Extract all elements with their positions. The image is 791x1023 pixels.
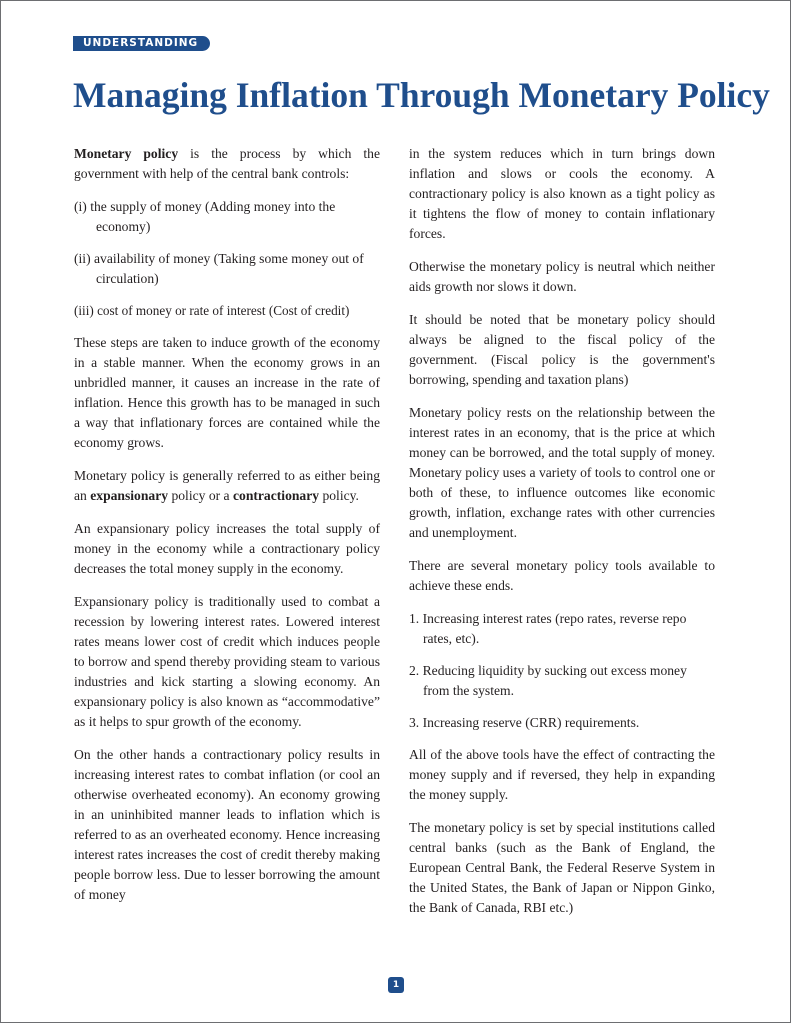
section-tag: UNDERSTANDING	[73, 36, 210, 51]
page-title: Managing Inflation Through Monetary Policy	[73, 75, 770, 115]
tool-item: 3. Increasing reserve (CRR) requirements.	[409, 715, 640, 730]
paragraph-expansionary: An expansionary policy increases the total supply of money in the economy while a contractionary policy decreases the total money supply in the economy.	[74, 521, 380, 576]
paragraph-steps: These steps are taken to induce growth of the economy in a stable manner. When the economy grows in an unbridled manner, it causes an increase in the rate of inflation. Hence this growth has to be managed in such a way that inflationary forces are contained while the economy grows.	[74, 335, 380, 450]
paragraph-institutions: The monetary policy is set by special institutions called central banks (such as the Bank of England, the European Central Bank, the Federal Reserve System in the United States, the Bank of Japan or Nippon Ginko, the Bank of Canada, RBI etc.)	[409, 820, 715, 915]
tool-item: 1. Increasing interest rates (repo rates, reverse repo rates, etc).	[409, 611, 687, 646]
paragraph-rests: Monetary policy rests on the relationship between the interest rates in an economy, that is the price at which money can be borrowed, and the total supply of money. Monetary policy uses a variety of tools to control one or both of these, to influence outcomes like economic growth, inflation, exchange rates with other currencies and unemployment.	[409, 405, 715, 540]
types-text-1: Monetary policy is generally referred to as either being an	[74, 468, 380, 503]
paragraph-neutral: Otherwise the monetary policy is neutral which neither aids growth nor slows it down.	[409, 259, 715, 294]
paragraph-tools: There are several monetary policy tools available to achieve these ends.	[409, 558, 715, 593]
paragraph-continued: in the system reduces which in turn brings down inflation and slows or cools the economy. A contractionary policy is also known as a tight policy as it tightens the flow of money to contain inflationary forces.	[409, 146, 715, 241]
term-expansionary: expansionary	[90, 488, 169, 503]
list-item: (i) the supply of money (Adding money into the economy)	[74, 199, 336, 234]
intro-text: is the process by which the government with help of the central bank controls:	[74, 146, 380, 181]
list-item: (ii) availability of money (Taking some money out of circulation)	[74, 251, 364, 286]
paragraph-effect: All of the above tools have the effect of contracting the money supply and if reversed, they help in expanding the money supply.	[409, 747, 715, 802]
paragraph-fiscal: It should be noted that be monetary policy should always be aligned to the fiscal policy of the government. (Fiscal policy is the government's borrowing, spending and taxation plans)	[409, 312, 715, 387]
intro-bold-term: Monetary policy	[74, 146, 179, 161]
types-text-3: policy.	[319, 488, 359, 503]
paragraph-traditional: Expansionary policy is traditionally used to combat a recession by lowering interest rates. Lowered interest rates means lower cost of credit which induces people to borrow and spend thereby providing steam to various industries and kick starting a slowing economy. An expansionary policy is also known as “accommodative” as it helps to spur growth of the economy.	[74, 594, 380, 729]
types-text-2: policy or a	[168, 488, 233, 503]
paragraph-types	[74, 466, 380, 506]
list-item: (iii) cost of money or rate of interest (Cost of credit)	[74, 303, 350, 318]
term-contractionary: contractionary	[232, 488, 320, 503]
page-number: 1	[388, 977, 404, 993]
intro-paragraph	[74, 144, 380, 184]
left-column	[74, 144, 380, 918]
right-column	[409, 144, 715, 931]
paragraph-contractionary: On the other hands a contractionary policy results in increasing interest rates to combat inflation (or cool an otherwise overheated economy). An economy growing in an uninhibited manner leads to inflation which is referred to as an overheated economy. Hence increasing interest rates increases the cost of credit thereby making people borrow less. Due to lesser borrowing the amount of money	[74, 747, 380, 902]
tool-item: 2. Reducing liquidity by sucking out excess money from the system.	[409, 663, 687, 698]
